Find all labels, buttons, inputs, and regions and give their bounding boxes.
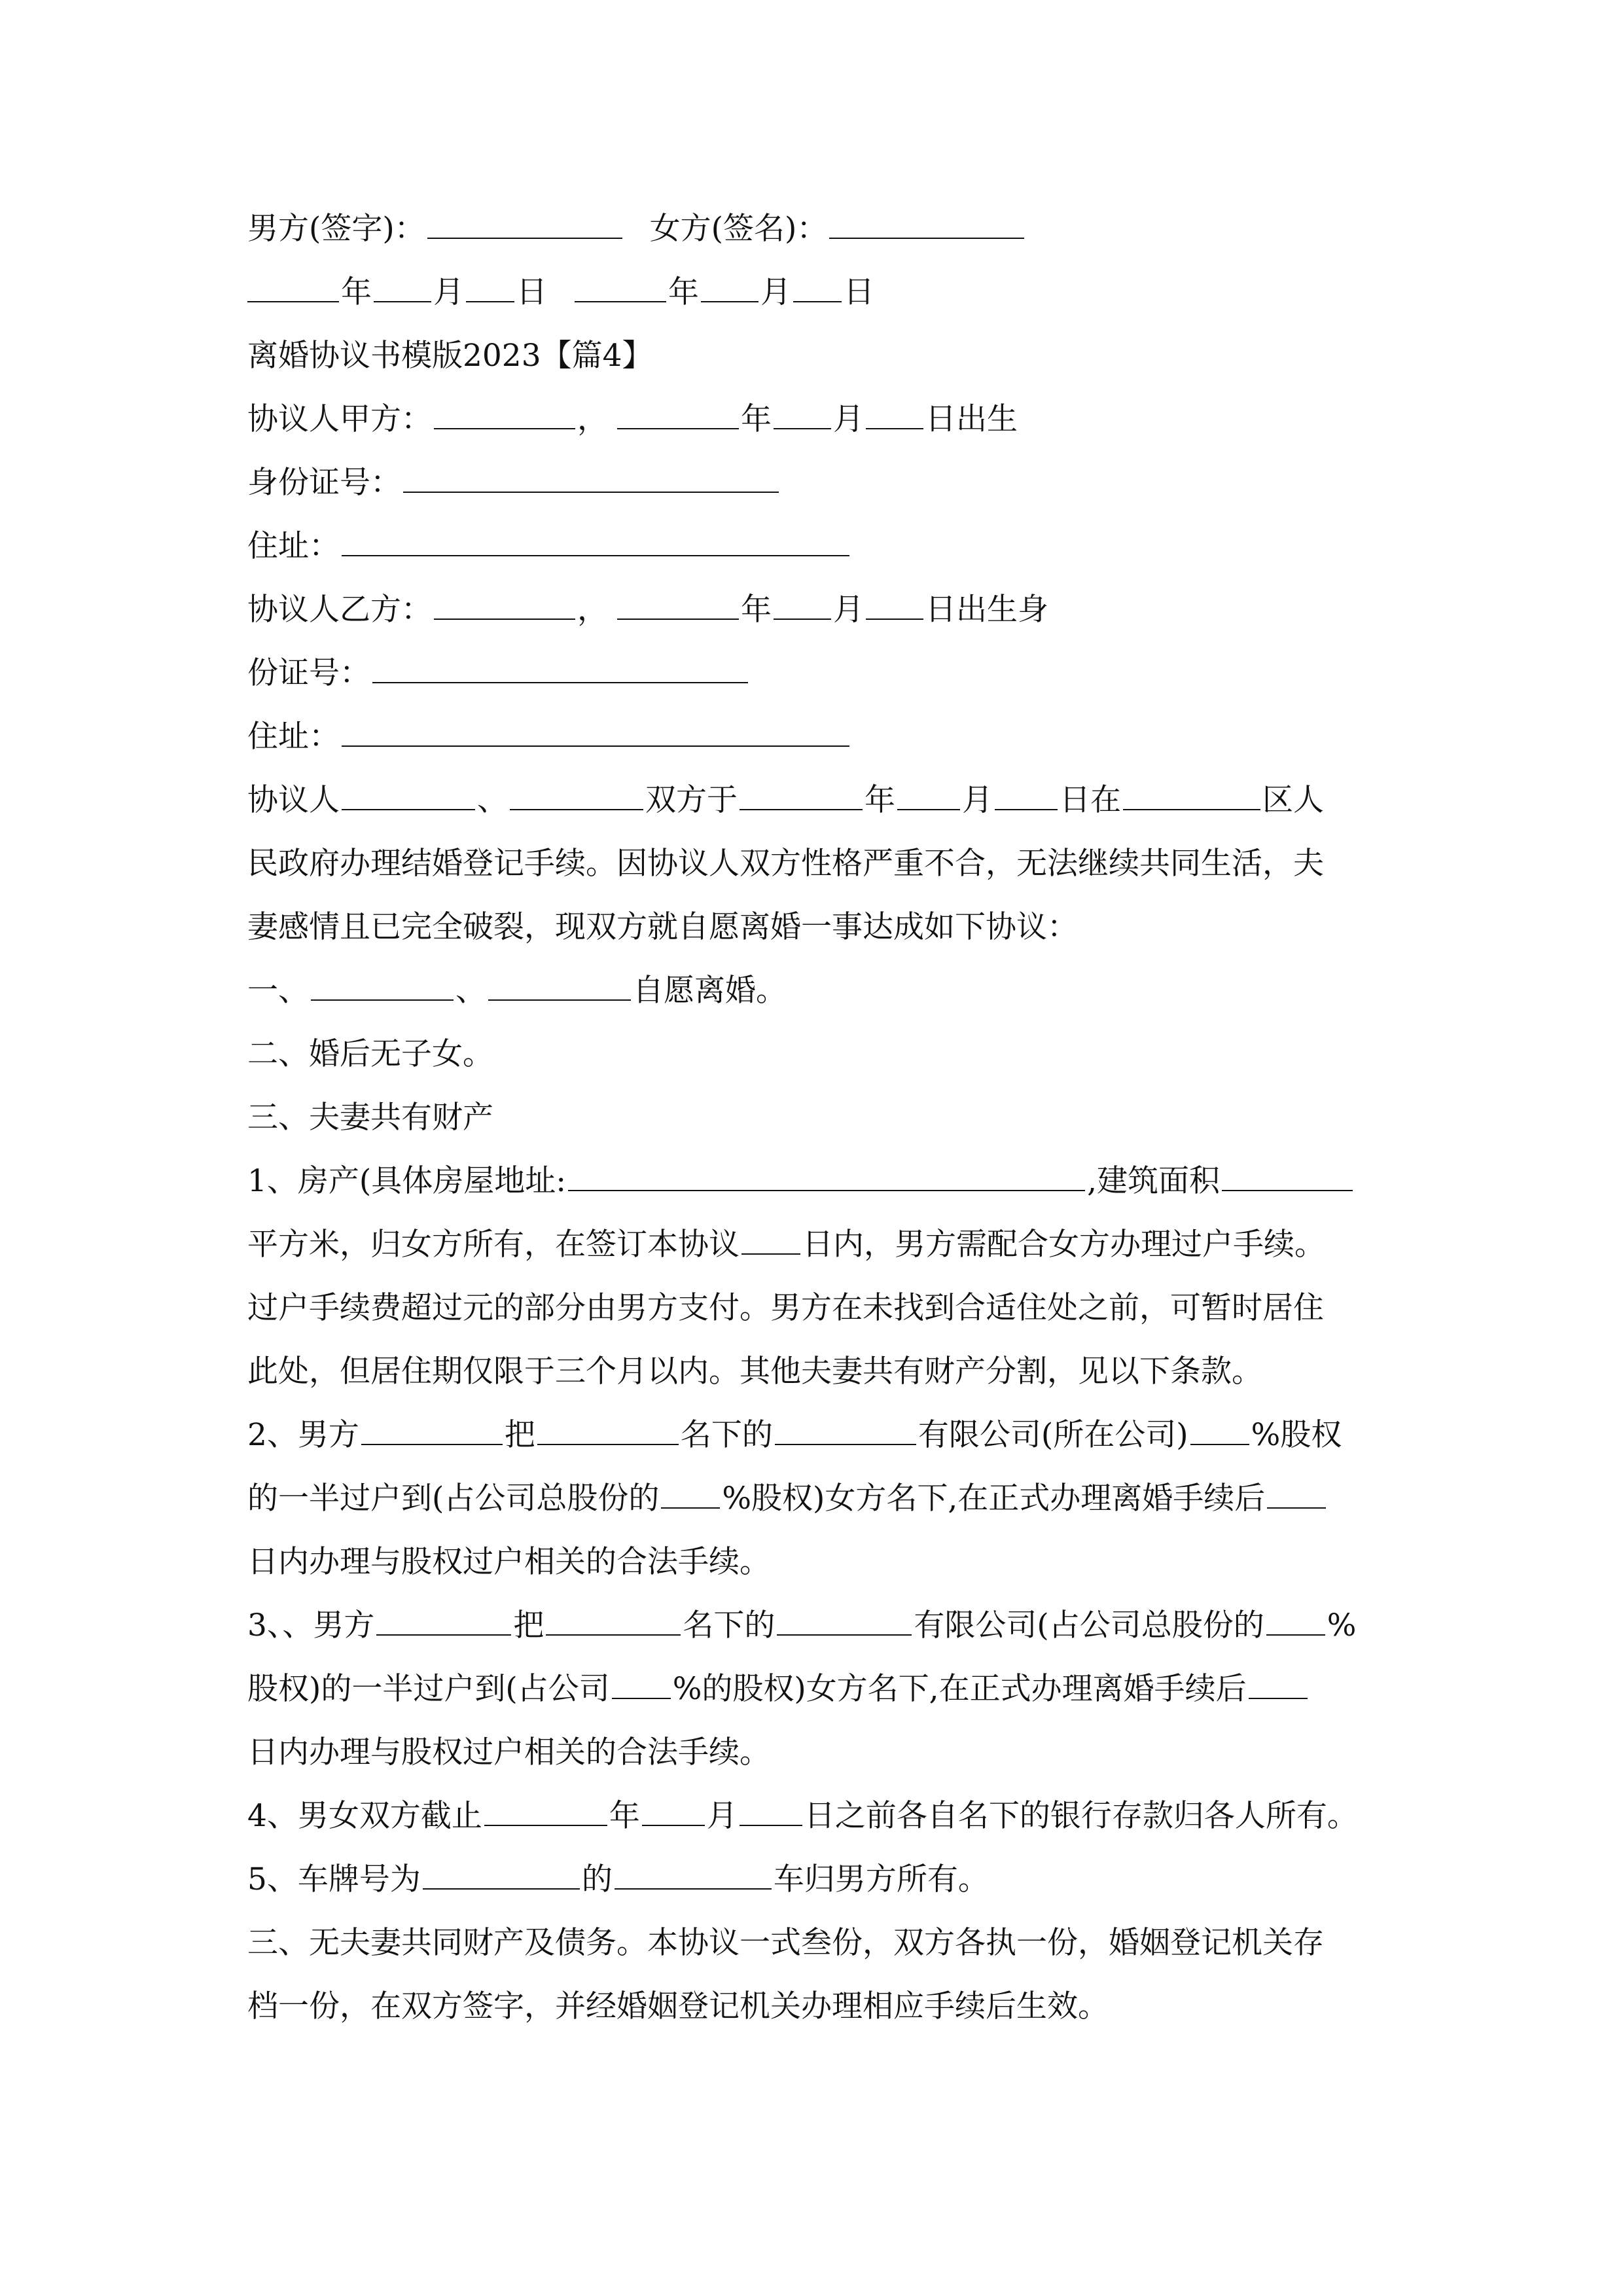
id-number-blank[interactable] [372, 652, 748, 683]
car-line [247, 1850, 989, 1909]
days-blank[interactable] [741, 1223, 800, 1255]
year-text: 年 [741, 401, 772, 437]
intro-text: 双方于 [645, 782, 738, 818]
marriage-day-blank[interactable] [995, 779, 1058, 810]
equity-1-line-1 [247, 1406, 1342, 1465]
month-text: 月 [833, 401, 864, 437]
closing-line-2: 档一份，在双方签字，并经婚姻登记机关办理相应手续后生效。 [247, 1988, 1109, 2024]
house-line-4: 此处，但居住期仅限于三个月以内。其他夫妻共有财产分割，见以下条款。 [247, 1354, 1262, 1390]
house-line-1 [247, 1152, 1355, 1211]
deposit-line [247, 1787, 1358, 1846]
day-blank[interactable] [793, 271, 842, 302]
percent-blank[interactable] [661, 1477, 720, 1509]
address-blank[interactable] [342, 715, 849, 747]
year-text: 年 [741, 592, 772, 628]
signature-line [247, 200, 1026, 259]
clause-text: 1、房产(具体房屋地址: [247, 1163, 567, 1199]
month-text: 月 [433, 274, 464, 310]
clause-text: 把 [504, 1417, 535, 1453]
party-b-label: 协议人乙方： [247, 592, 432, 628]
item-text: 一、 [247, 973, 309, 1009]
clause-text: 5、车牌号为 [247, 1861, 421, 1897]
day-text: 日 [844, 274, 874, 310]
clause-text: 把 [513, 1607, 544, 1643]
clause-text: 3、、男方 [247, 1607, 375, 1643]
party-name-blank[interactable] [488, 969, 631, 1001]
id-label: 份证号： [247, 655, 370, 691]
clause-text: 股权)的一半过户到(占公司 [247, 1671, 610, 1707]
month-text: 月 [962, 782, 993, 818]
item-2-line: 二、婚后无子女。 [247, 1036, 493, 1072]
female-signature-blank[interactable] [829, 207, 1024, 239]
days-blank[interactable] [1249, 1668, 1308, 1699]
clause-text: 日之前各自名下的银行存款归各人所有。 [804, 1798, 1358, 1834]
name-blank[interactable] [361, 1414, 503, 1445]
percent-blank[interactable] [612, 1668, 671, 1699]
month-blank[interactable] [701, 271, 758, 302]
id-label: 身份证号： [247, 465, 401, 501]
birth-text: 日出生 [925, 401, 1018, 437]
marriage-month-blank[interactable] [897, 779, 960, 810]
day-blank[interactable] [466, 271, 514, 302]
year-text: 年 [668, 274, 699, 310]
party-a-address-line [247, 517, 851, 576]
house-address-blank[interactable] [568, 1160, 1085, 1191]
year-text: 年 [341, 274, 372, 310]
item-text: 自愿离婚。 [633, 973, 787, 1009]
birth-text: 日出生身 [925, 592, 1048, 628]
percent-blank[interactable] [1266, 1604, 1325, 1636]
area-blank[interactable] [1222, 1160, 1353, 1191]
party-a-name-blank[interactable] [434, 398, 575, 429]
clause-text: 的 [581, 1861, 613, 1897]
equity-2-line-3: 日内办理与股权过户相关的合法手续。 [247, 1734, 770, 1770]
closing-line-1: 三、无夫妻共同财产及债务。本协议一式叁份，双方各执一份，婚姻登记机关存 [247, 1925, 1324, 1961]
percent-blank[interactable] [1190, 1414, 1249, 1445]
name-blank[interactable] [546, 1604, 681, 1636]
clause-text: 有限公司(所在公司) [918, 1417, 1188, 1453]
item-1-line [247, 961, 787, 1020]
party-b-line [247, 581, 1048, 639]
equity-1-line-3: 日内办理与股权过户相关的合法手续。 [247, 1544, 770, 1580]
clause-text: 车归男方所有。 [773, 1861, 989, 1897]
month-text: 月 [760, 274, 791, 310]
house-line-2 [247, 1215, 1325, 1274]
equity-2-line-1 [247, 1596, 1356, 1655]
year-blank[interactable] [247, 271, 339, 302]
clause-text: %的股权)女方名下,在正式办理离婚手续后 [672, 1671, 1247, 1707]
intro-text: 日在 [1060, 782, 1121, 818]
clause-text: ,建筑面积 [1087, 1163, 1221, 1199]
month-blank[interactable] [642, 1795, 705, 1826]
year-text: 年 [609, 1798, 640, 1834]
clause-text: % [1327, 1607, 1357, 1643]
equity-1-line-2 [247, 1469, 1328, 1528]
party-name-blank[interactable] [311, 969, 454, 1001]
clause-text: 名下的 [683, 1607, 776, 1643]
male-signature-blank[interactable] [427, 207, 622, 239]
equity-2-line-2 [247, 1660, 1310, 1719]
section-heading: 离婚协议书模版2023【篇4】 [247, 338, 653, 374]
male-signature-label: 男方(签字)： [247, 211, 425, 247]
birth-day-blank[interactable] [866, 398, 923, 429]
day-text: 日 [516, 274, 547, 310]
comma-text: ， [577, 592, 608, 628]
clause-text: 平方米，归女方所有，在签订本协议 [247, 1227, 740, 1263]
item-3-line: 三、夫妻共有财产 [247, 1100, 493, 1136]
intro-text: 区人 [1262, 782, 1324, 818]
clause-text: %股权 [1251, 1417, 1342, 1453]
company-blank[interactable] [777, 1604, 912, 1636]
clause-text: 2、男方 [247, 1417, 359, 1453]
clause-text: 日内，男方需配合女方办理过户手续。 [802, 1227, 1325, 1263]
party-b-address-line [247, 708, 851, 766]
clause-text: %股权)女方名下,在正式办理离婚手续后 [722, 1480, 1266, 1516]
intro-line-3: 妻感情且已完全破裂，现双方就自愿离婚一事达成如下协议： [247, 909, 1078, 945]
party-a-id-line [247, 454, 781, 512]
birth-year-blank[interactable] [617, 398, 739, 429]
intro-line-1 [247, 771, 1324, 830]
year-text: 年 [865, 782, 895, 818]
month-text: 月 [706, 1798, 738, 1834]
day-blank[interactable] [740, 1795, 802, 1826]
party-name-blank[interactable] [342, 779, 475, 810]
house-line-3: 过户手续费超过元的部分由男方支付。男方在未找到合适住处之前，可暂时居住 [247, 1290, 1324, 1326]
party-b-id-line [247, 644, 750, 703]
month-text: 月 [833, 592, 864, 628]
plate-number-blank[interactable] [423, 1858, 580, 1890]
days-blank[interactable] [1267, 1477, 1326, 1509]
address-label: 住址： [247, 719, 340, 755]
name-blank[interactable] [537, 1414, 679, 1445]
marriage-year-blank[interactable] [740, 779, 863, 810]
party-a-label: 协议人甲方： [247, 401, 432, 437]
clause-text: 名下的 [680, 1417, 773, 1453]
year-blank[interactable] [575, 271, 666, 302]
intro-line-2: 民政府办理结婚登记手续。因协议人双方性格严重不合，无法继续共同生活，夫 [247, 846, 1324, 882]
birth-day-blank[interactable] [866, 588, 923, 620]
female-signature-label: 女方(签名)： [649, 211, 828, 247]
year-blank[interactable] [484, 1795, 607, 1826]
intro-text: 、 [477, 782, 508, 818]
comma-text: ， [577, 401, 608, 437]
intro-text: 协议人 [247, 782, 340, 818]
clause-text: 有限公司(占公司总股份的 [914, 1607, 1264, 1643]
party-name-blank[interactable] [510, 779, 643, 810]
address-blank[interactable] [342, 525, 849, 556]
party-b-name-blank[interactable] [434, 588, 575, 620]
birth-year-blank[interactable] [617, 588, 739, 620]
birth-month-blank[interactable] [774, 588, 831, 620]
company-blank[interactable] [775, 1414, 916, 1445]
id-number-blank[interactable] [403, 461, 779, 493]
clause-text: 4、男女双方截止 [247, 1798, 482, 1834]
birth-month-blank[interactable] [774, 398, 831, 429]
name-blank[interactable] [376, 1604, 511, 1636]
car-model-blank[interactable] [615, 1858, 772, 1890]
district-blank[interactable] [1123, 779, 1260, 810]
clause-text: 的一半过户到(占公司总股份的 [247, 1480, 660, 1516]
item-text: 、 [455, 973, 486, 1009]
signature-date-line [247, 263, 874, 322]
address-label: 住址： [247, 528, 340, 564]
party-a-line [247, 390, 1018, 449]
month-blank[interactable] [374, 271, 431, 302]
